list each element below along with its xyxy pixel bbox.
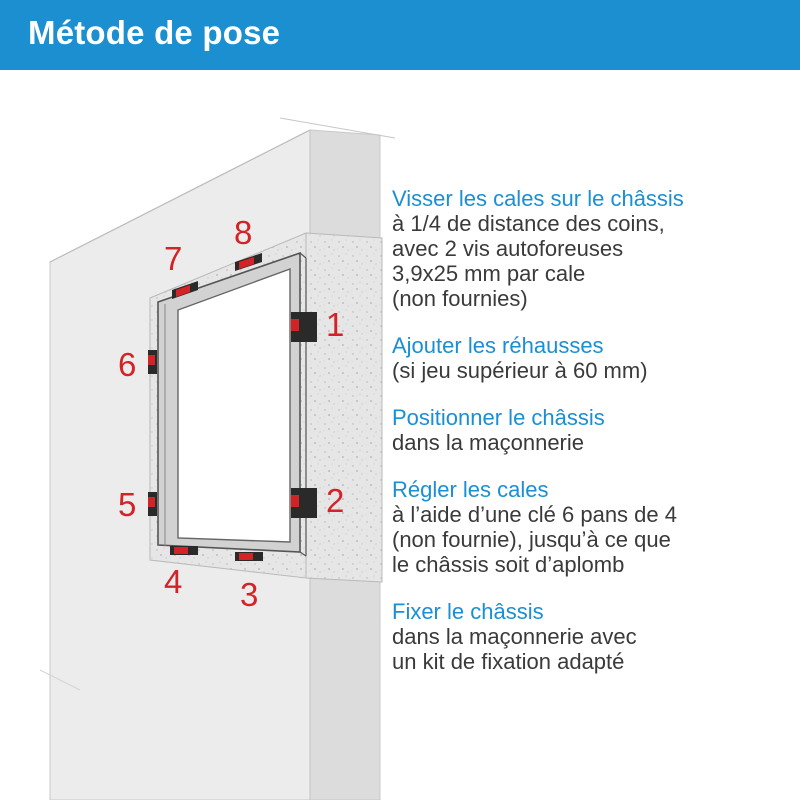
marker-3: 3 xyxy=(240,576,259,613)
step-title: Visser les cales sur le châssis xyxy=(392,186,684,211)
marker-7: 7 xyxy=(164,240,183,277)
wedge-5 xyxy=(148,492,157,516)
step-title: Positionner le châssis xyxy=(392,405,605,430)
marker-8: 8 xyxy=(234,214,253,251)
step-4 xyxy=(392,477,792,577)
instruction-steps xyxy=(392,186,792,696)
wedge-1 xyxy=(291,312,317,342)
marker-4: 4 xyxy=(164,563,183,600)
chassis-opening xyxy=(178,269,290,542)
step-body: dans la maçonnerie xyxy=(392,430,585,455)
step-2 xyxy=(392,333,792,383)
wedge-6 xyxy=(148,350,157,374)
step-1 xyxy=(392,186,792,311)
wedge-4 xyxy=(170,546,198,555)
header-bar xyxy=(0,0,800,70)
step-title: Fixer le châssis xyxy=(392,599,544,624)
marker-5: 5 xyxy=(118,486,137,523)
marker-2: 2 xyxy=(326,482,345,519)
page-title: Métode de pose xyxy=(28,14,281,51)
wedge-2 xyxy=(291,488,317,518)
step-body: dans la maçonnerie avec un kit de fixation adapté xyxy=(392,624,637,674)
marker-6: 6 xyxy=(118,346,137,383)
step-5 xyxy=(392,599,792,674)
step-body: à 1/4 de distance des coins, avec 2 vis autoforeuses 3,9x25 mm par cale (non fournies) xyxy=(392,211,665,311)
wedge-3 xyxy=(235,552,263,561)
step-title: Ajouter les réhausses xyxy=(392,333,604,358)
step-body: (si jeu supérieur à 60 mm) xyxy=(392,358,648,383)
opening-reveal xyxy=(306,233,382,582)
step-body: à l’aide d’une clé 6 pans de 4 (non fournie), jusqu’à ce que le châssis soit d’aplomb xyxy=(392,502,677,577)
step-3 xyxy=(392,405,792,455)
step-title: Régler les cales xyxy=(392,477,549,502)
marker-1: 1 xyxy=(326,306,345,343)
